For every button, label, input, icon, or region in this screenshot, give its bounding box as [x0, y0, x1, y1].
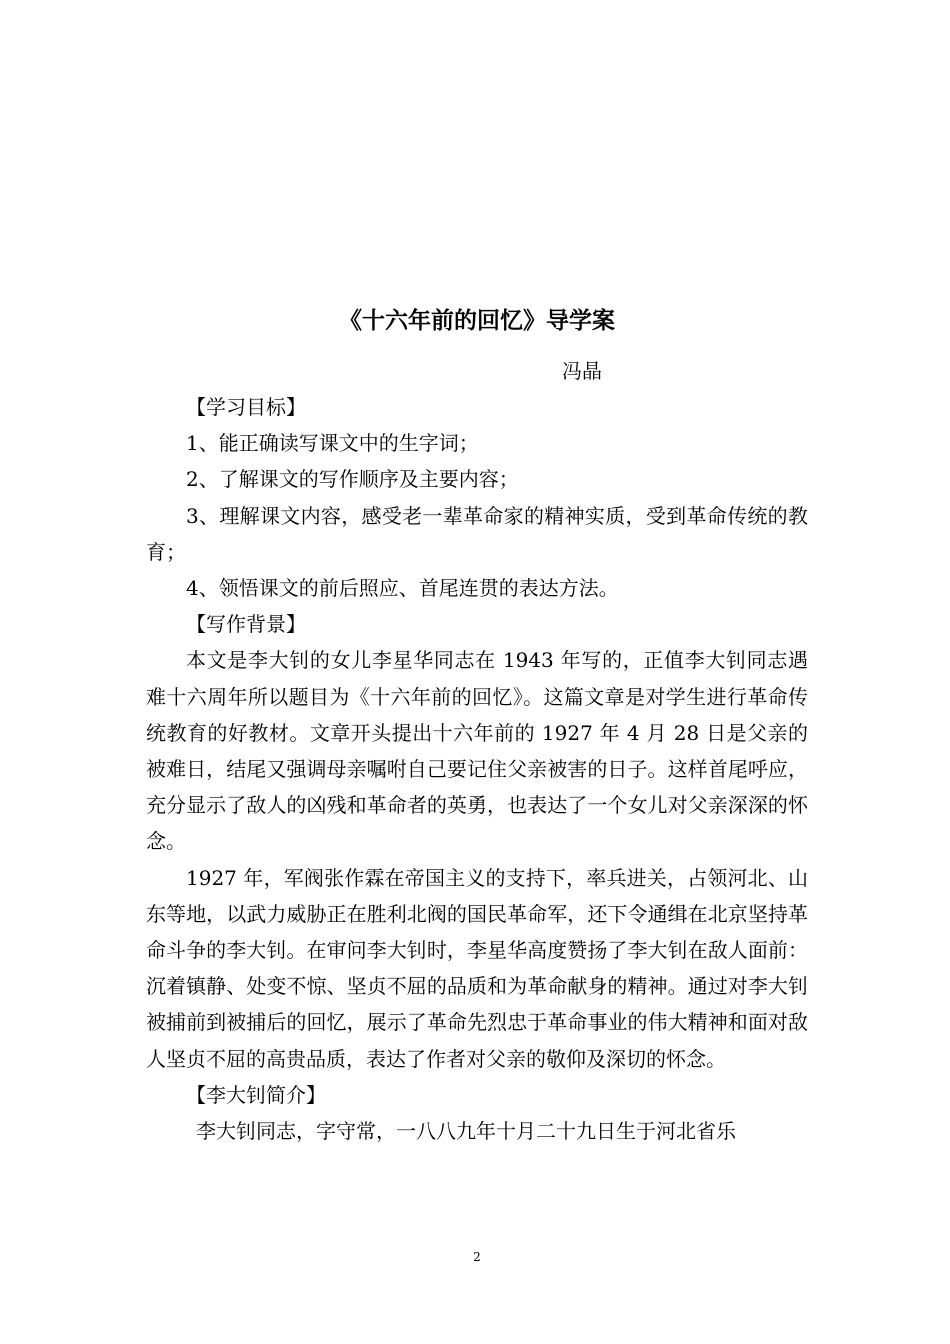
bio-paragraph: 李大钊同志，字守常，一八八九年十月二十九日生于河北省乐 — [196, 1119, 736, 1144]
section-heading-background: 【写作背景】 — [186, 612, 306, 637]
goal-item: 4、领悟课文的前后照应、首尾连贯的表达方法。 — [186, 576, 619, 601]
background-paragraph: 1927 年，军阀张作霖在帝国主义的支持下，率兵进关，占领河北、山东等地，以武力威胁正在胜利北阀的国民革命军，还下令通缉在北京坚持革命斗争的李大钊。在审问李大钊时，李星华高度赞扬了李大钊在敌人面前：沉着镇静、处变不惊、坚贞不屈的品质和为革命献身的精神。通过对李大钊被捕前到被捕后的回忆，展示了革命先烈忠于革命事业的伟大精神和面对敌人坚贞不屈的高贵品质，表达了作者对父亲的敬仰及深切的怀念。 — [146, 865, 808, 1071]
document-title: 《十六年前的回忆》导学案 — [339, 308, 615, 334]
section-heading-bio: 【李大钊简介】 — [186, 1082, 326, 1107]
document-page — [146, 0, 808, 1344]
goal-item: 3、理解课文内容，感受老一辈革命家的精神实质，受到革命传统的教育； — [146, 503, 808, 564]
background-paragraph: 本文是李大钊的女儿李星华同志在 1943 年写的，正值李大钊同志遇难十六周年所以题目为《十六年前的回忆》。这篇文章是对学生进行革命传统教育的好教材。文章开头提出十六年前的 1927 年 4 月 28 日是父亲的被难日，结尾又强调母亲嘱咐自己要记住父亲被害的日子。这样首尾呼应，充分显示了敌人的凶残和革命者的英勇，也表达了一个女儿对父亲深深的怀念。 — [146, 648, 808, 854]
page-number: 2 — [473, 1250, 481, 1264]
goal-item: 1、能正确读写课文中的生字词； — [186, 431, 479, 456]
section-heading-goals: 【学习目标】 — [186, 395, 306, 419]
document-body — [146, 389, 808, 1149]
author-name: 冯晶 — [562, 359, 602, 383]
goal-item: 2、了解课文的写作顺序及主要内容； — [186, 467, 519, 492]
